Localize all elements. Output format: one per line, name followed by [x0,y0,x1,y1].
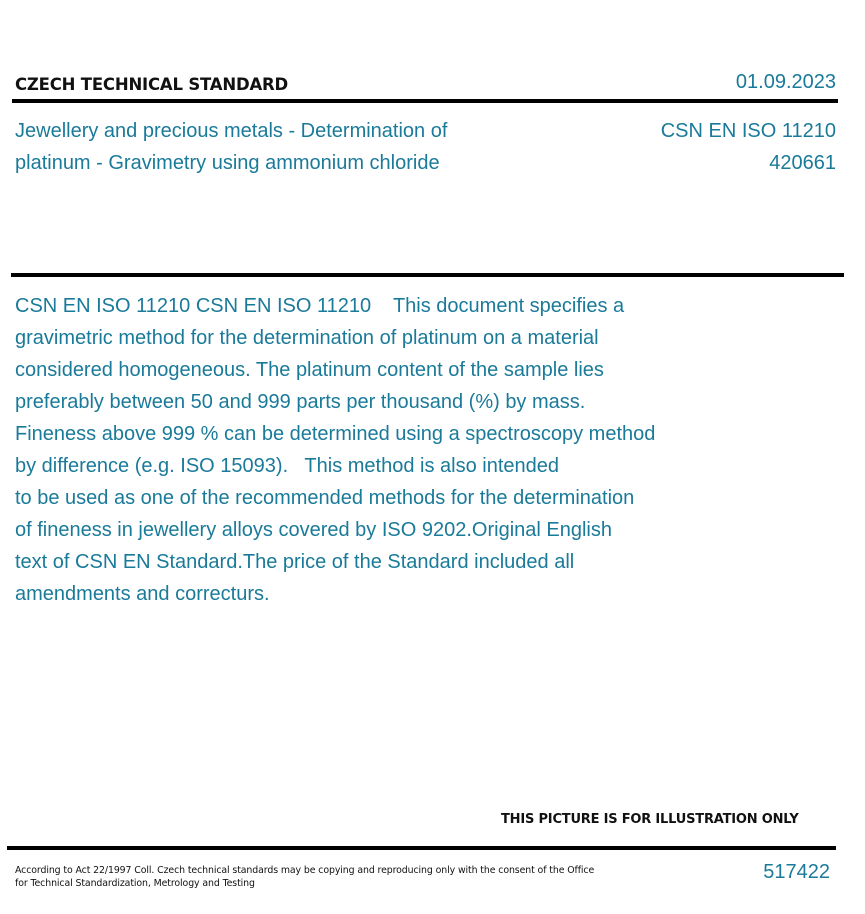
standard-code: CSN EN ISO 11210 [660,120,836,142]
description-line: CSN EN ISO 11210 CSN EN ISO 11210 This document specifies a [15,295,625,317]
legal-notice [15,864,594,890]
description-line: gravimetric method for the determination of platinum on a material [15,327,599,349]
description-line: Fineness above 999 % can be determined using a spectroscopy method [15,423,656,445]
description-line: text of CSN EN Standard.The price of the Standard included all [15,551,575,573]
description-line: considered homogeneous. The platinum content of the sample lies [15,359,604,381]
legal-notice-line: According to Act 22/1997 Coll. Czech technical standards may be copying and reproducing only with the consent of the Office [15,865,595,876]
illustration-disclaimer: THIS PICTURE IS FOR ILLUSTRATION ONLY [501,812,799,827]
standard-title [15,115,535,179]
class-number: 420661 [769,152,836,174]
catalog-number: 517422 [763,861,830,883]
description-line: preferably between 50 and 999 parts per thousand (%) by mass. [15,391,586,413]
standard-codes [661,115,836,179]
footer-divider [7,846,836,850]
standard-title-line: platinum - Gravimetry using ammonium chloride [15,152,440,174]
document-type-heading: CZECH TECHNICAL STANDARD [15,75,289,94]
description-line: of fineness in jewellery alloys covered by ISO 9202.Original English [15,519,612,541]
header-divider [12,99,838,103]
standard-description [15,290,715,610]
description-line: to be used as one of the recommended methods for the determination [15,487,635,509]
description-line: by difference (e.g. ISO 15093). This method is also intended [15,455,560,477]
standard-title-line: Jewellery and precious metals - Determination of [15,120,448,142]
title-divider [11,273,844,277]
description-line: amendments and correcturs. [15,583,270,605]
legal-notice-line: for Technical Standardization, Metrology and Testing [15,878,255,889]
publication-date: 01.09.2023 [735,71,836,93]
